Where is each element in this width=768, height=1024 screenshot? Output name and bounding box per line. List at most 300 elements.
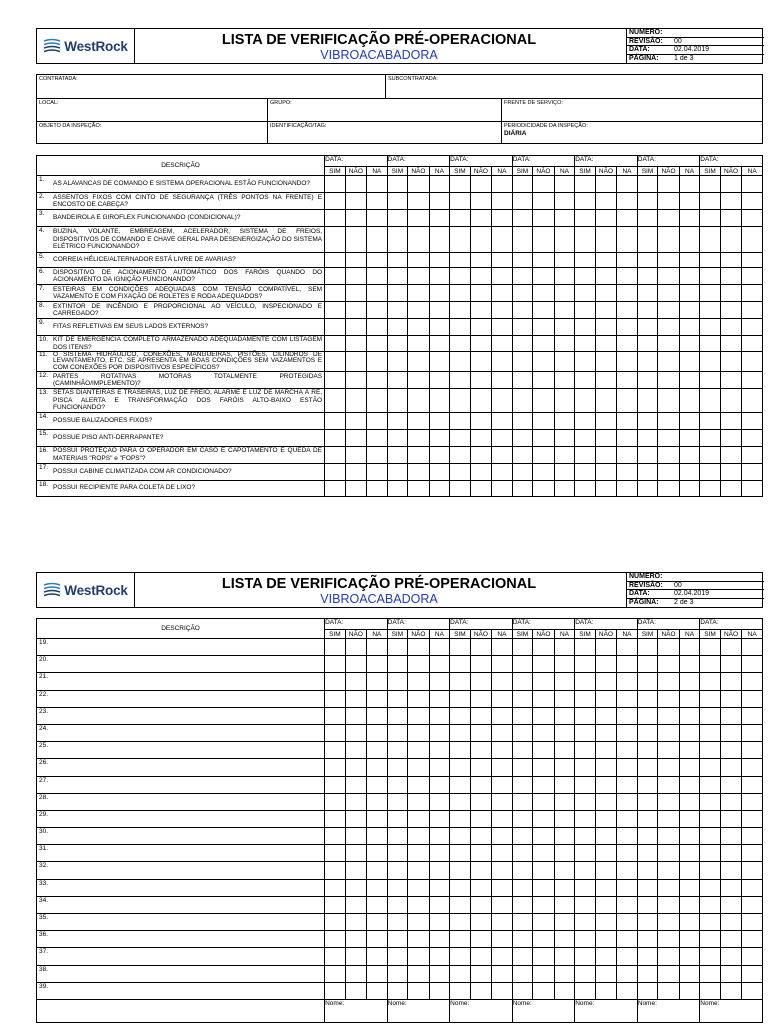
check-cell[interactable] (617, 724, 638, 741)
check-cell[interactable] (470, 690, 492, 707)
check-cell[interactable] (700, 862, 721, 879)
check-cell[interactable] (554, 776, 575, 793)
check-cell[interactable] (367, 828, 388, 845)
check-cell[interactable] (429, 982, 450, 999)
check-cell[interactable] (512, 336, 533, 352)
inspector-name-field[interactable]: Nome: (387, 999, 450, 1022)
check-cell[interactable] (679, 210, 700, 227)
check-cell[interactable] (345, 336, 367, 352)
check-cell[interactable] (617, 793, 638, 810)
check-cell[interactable] (720, 742, 742, 759)
check-cell[interactable] (720, 412, 742, 429)
check-cell[interactable] (637, 690, 658, 707)
check-cell[interactable] (325, 412, 346, 429)
check-cell[interactable] (575, 656, 596, 673)
check-cell[interactable] (450, 227, 471, 253)
check-cell[interactable] (637, 412, 658, 429)
check-cell[interactable] (512, 639, 533, 656)
check-cell[interactable] (387, 446, 408, 463)
check-cell[interactable] (325, 879, 346, 896)
check-cell[interactable] (408, 742, 430, 759)
check-cell[interactable] (720, 193, 742, 210)
check-cell[interactable] (408, 793, 430, 810)
check-cell[interactable] (408, 845, 430, 862)
check-cell[interactable] (575, 982, 596, 999)
check-cell[interactable] (595, 463, 617, 480)
check-cell[interactable] (325, 193, 346, 210)
check-cell[interactable] (429, 965, 450, 982)
check-cell[interactable] (470, 931, 492, 948)
check-cell[interactable] (533, 412, 555, 429)
check-cell[interactable] (387, 639, 408, 656)
check-cell[interactable] (720, 389, 742, 413)
check-cell[interactable] (367, 412, 388, 429)
check-cell[interactable] (512, 446, 533, 463)
check-cell[interactable] (450, 480, 471, 496)
check-cell[interactable] (575, 914, 596, 931)
check-cell[interactable] (720, 253, 742, 268)
check-cell[interactable] (450, 862, 471, 879)
date-column-header[interactable]: DATA: (325, 156, 388, 167)
check-cell[interactable] (700, 210, 721, 227)
check-cell[interactable] (595, 759, 617, 776)
check-cell[interactable] (492, 724, 513, 741)
check-cell[interactable] (492, 914, 513, 931)
check-cell[interactable] (720, 931, 742, 948)
check-cell[interactable] (742, 948, 763, 965)
check-cell[interactable] (367, 759, 388, 776)
check-cell[interactable] (345, 673, 367, 690)
check-cell[interactable] (575, 759, 596, 776)
check-cell[interactable] (554, 656, 575, 673)
check-cell[interactable] (554, 352, 575, 372)
check-cell[interactable] (367, 965, 388, 982)
check-cell[interactable] (679, 879, 700, 896)
check-cell[interactable] (595, 227, 617, 253)
check-cell[interactable] (429, 352, 450, 372)
check-cell[interactable] (679, 336, 700, 352)
check-cell[interactable] (720, 673, 742, 690)
check-cell[interactable] (408, 253, 430, 268)
check-cell[interactable] (408, 210, 430, 227)
check-cell[interactable] (387, 227, 408, 253)
check-cell[interactable] (575, 302, 596, 319)
check-cell[interactable] (554, 759, 575, 776)
check-cell[interactable] (658, 480, 680, 496)
check-cell[interactable] (720, 862, 742, 879)
check-cell[interactable] (512, 948, 533, 965)
check-cell[interactable] (512, 389, 533, 413)
check-cell[interactable] (617, 776, 638, 793)
check-cell[interactable] (367, 776, 388, 793)
check-cell[interactable] (367, 372, 388, 389)
check-cell[interactable] (720, 302, 742, 319)
check-cell[interactable] (387, 372, 408, 389)
check-cell[interactable] (679, 429, 700, 446)
check-cell[interactable] (554, 793, 575, 810)
check-cell[interactable] (429, 690, 450, 707)
check-cell[interactable] (617, 412, 638, 429)
check-cell[interactable] (637, 879, 658, 896)
check-cell[interactable] (679, 352, 700, 372)
frente-servico-field[interactable] (502, 99, 762, 122)
check-cell[interactable] (367, 253, 388, 268)
check-cell[interactable] (345, 845, 367, 862)
check-cell[interactable] (408, 879, 430, 896)
check-cell[interactable] (345, 446, 367, 463)
check-cell[interactable] (679, 931, 700, 948)
check-cell[interactable] (637, 253, 658, 268)
check-cell[interactable] (429, 759, 450, 776)
check-cell[interactable] (575, 336, 596, 352)
check-cell[interactable] (658, 446, 680, 463)
date-column-header[interactable]: DATA: (512, 619, 575, 630)
check-cell[interactable] (408, 776, 430, 793)
check-cell[interactable] (637, 896, 658, 913)
check-cell[interactable] (575, 673, 596, 690)
check-cell[interactable] (387, 828, 408, 845)
inspector-name-field[interactable]: Nome: (637, 999, 700, 1022)
check-cell[interactable] (367, 879, 388, 896)
check-cell[interactable] (679, 914, 700, 931)
check-cell[interactable] (367, 862, 388, 879)
check-cell[interactable] (325, 673, 346, 690)
check-cell[interactable] (408, 862, 430, 879)
check-cell[interactable] (492, 319, 513, 336)
check-cell[interactable] (492, 268, 513, 285)
check-cell[interactable] (492, 742, 513, 759)
check-cell[interactable] (575, 845, 596, 862)
check-cell[interactable] (325, 463, 346, 480)
check-cell[interactable] (575, 828, 596, 845)
check-cell[interactable] (367, 268, 388, 285)
check-cell[interactable] (679, 707, 700, 724)
check-cell[interactable] (637, 227, 658, 253)
check-cell[interactable] (367, 302, 388, 319)
check-cell[interactable] (470, 372, 492, 389)
check-cell[interactable] (595, 845, 617, 862)
check-cell[interactable] (408, 319, 430, 336)
check-cell[interactable] (492, 948, 513, 965)
check-cell[interactable] (658, 896, 680, 913)
check-cell[interactable] (700, 965, 721, 982)
check-cell[interactable] (742, 412, 763, 429)
check-cell[interactable] (700, 742, 721, 759)
check-cell[interactable] (595, 372, 617, 389)
check-cell[interactable] (679, 896, 700, 913)
check-cell[interactable] (554, 412, 575, 429)
check-cell[interactable] (617, 690, 638, 707)
check-cell[interactable] (429, 463, 450, 480)
check-cell[interactable] (429, 227, 450, 253)
check-cell[interactable] (429, 389, 450, 413)
check-cell[interactable] (492, 352, 513, 372)
check-cell[interactable] (617, 463, 638, 480)
check-cell[interactable] (679, 639, 700, 656)
check-cell[interactable] (492, 446, 513, 463)
check-cell[interactable] (658, 352, 680, 372)
check-cell[interactable] (408, 227, 430, 253)
check-cell[interactable] (450, 302, 471, 319)
check-cell[interactable] (637, 776, 658, 793)
check-cell[interactable] (742, 914, 763, 931)
check-cell[interactable] (533, 931, 555, 948)
check-cell[interactable] (720, 480, 742, 496)
check-cell[interactable] (512, 352, 533, 372)
check-cell[interactable] (470, 724, 492, 741)
check-cell[interactable] (387, 776, 408, 793)
check-cell[interactable] (470, 759, 492, 776)
check-cell[interactable] (367, 210, 388, 227)
check-cell[interactable] (637, 862, 658, 879)
check-cell[interactable] (408, 965, 430, 982)
inspector-name-field[interactable]: Nome: (325, 999, 388, 1022)
check-cell[interactable] (450, 412, 471, 429)
check-cell[interactable] (679, 742, 700, 759)
check-cell[interactable] (387, 336, 408, 352)
check-cell[interactable] (470, 389, 492, 413)
check-cell[interactable] (512, 845, 533, 862)
check-cell[interactable] (637, 707, 658, 724)
check-cell[interactable] (325, 639, 346, 656)
check-cell[interactable] (617, 914, 638, 931)
check-cell[interactable] (700, 879, 721, 896)
check-cell[interactable] (492, 776, 513, 793)
check-cell[interactable] (679, 810, 700, 827)
check-cell[interactable] (512, 210, 533, 227)
check-cell[interactable] (492, 793, 513, 810)
check-cell[interactable] (720, 879, 742, 896)
check-cell[interactable] (492, 210, 513, 227)
check-cell[interactable] (720, 948, 742, 965)
check-cell[interactable] (408, 372, 430, 389)
check-cell[interactable] (387, 931, 408, 948)
check-cell[interactable] (637, 176, 658, 193)
check-cell[interactable] (387, 690, 408, 707)
check-cell[interactable] (700, 707, 721, 724)
check-cell[interactable] (492, 879, 513, 896)
check-cell[interactable] (637, 193, 658, 210)
check-cell[interactable] (637, 319, 658, 336)
check-cell[interactable] (325, 302, 346, 319)
check-cell[interactable] (345, 896, 367, 913)
check-cell[interactable] (325, 793, 346, 810)
check-cell[interactable] (512, 793, 533, 810)
check-cell[interactable] (617, 879, 638, 896)
check-cell[interactable] (345, 389, 367, 413)
check-cell[interactable] (575, 793, 596, 810)
check-cell[interactable] (700, 253, 721, 268)
check-cell[interactable] (345, 227, 367, 253)
check-cell[interactable] (325, 948, 346, 965)
check-cell[interactable] (533, 862, 555, 879)
check-cell[interactable] (470, 793, 492, 810)
check-cell[interactable] (345, 948, 367, 965)
check-cell[interactable] (470, 227, 492, 253)
check-cell[interactable] (345, 759, 367, 776)
check-cell[interactable] (512, 914, 533, 931)
subcontratada-field[interactable] (386, 75, 762, 99)
check-cell[interactable] (554, 845, 575, 862)
check-cell[interactable] (387, 896, 408, 913)
check-cell[interactable] (658, 673, 680, 690)
check-cell[interactable] (700, 690, 721, 707)
check-cell[interactable] (595, 253, 617, 268)
check-cell[interactable] (554, 810, 575, 827)
check-cell[interactable] (679, 793, 700, 810)
check-cell[interactable] (679, 412, 700, 429)
check-cell[interactable] (554, 253, 575, 268)
check-cell[interactable] (637, 429, 658, 446)
check-cell[interactable] (658, 253, 680, 268)
check-cell[interactable] (742, 845, 763, 862)
check-cell[interactable] (679, 319, 700, 336)
check-cell[interactable] (408, 193, 430, 210)
check-cell[interactable] (492, 193, 513, 210)
check-cell[interactable] (470, 193, 492, 210)
check-cell[interactable] (742, 268, 763, 285)
check-cell[interactable] (595, 412, 617, 429)
check-cell[interactable] (679, 690, 700, 707)
check-cell[interactable] (720, 463, 742, 480)
check-cell[interactable] (742, 707, 763, 724)
check-cell[interactable] (429, 810, 450, 827)
date-column-header[interactable]: DATA: (387, 619, 450, 630)
check-cell[interactable] (470, 862, 492, 879)
check-cell[interactable] (595, 210, 617, 227)
check-cell[interactable] (325, 724, 346, 741)
check-cell[interactable] (408, 896, 430, 913)
check-cell[interactable] (720, 429, 742, 446)
check-cell[interactable] (554, 285, 575, 302)
check-cell[interactable] (658, 862, 680, 879)
check-cell[interactable] (595, 319, 617, 336)
check-cell[interactable] (575, 639, 596, 656)
check-cell[interactable] (450, 389, 471, 413)
check-cell[interactable] (617, 176, 638, 193)
check-cell[interactable] (595, 389, 617, 413)
check-cell[interactable] (429, 707, 450, 724)
check-cell[interactable] (617, 656, 638, 673)
check-cell[interactable] (575, 268, 596, 285)
check-cell[interactable] (492, 690, 513, 707)
check-cell[interactable] (492, 656, 513, 673)
check-cell[interactable] (387, 879, 408, 896)
check-cell[interactable] (595, 193, 617, 210)
check-cell[interactable] (367, 793, 388, 810)
inspector-name-field[interactable]: Nome: (450, 999, 513, 1022)
check-cell[interactable] (450, 176, 471, 193)
check-cell[interactable] (533, 759, 555, 776)
check-cell[interactable] (325, 429, 346, 446)
check-cell[interactable] (554, 673, 575, 690)
check-cell[interactable] (720, 268, 742, 285)
check-cell[interactable] (742, 193, 763, 210)
check-cell[interactable] (533, 446, 555, 463)
check-cell[interactable] (595, 965, 617, 982)
check-cell[interactable] (554, 336, 575, 352)
check-cell[interactable] (658, 656, 680, 673)
check-cell[interactable] (492, 372, 513, 389)
check-cell[interactable] (700, 193, 721, 210)
check-cell[interactable] (637, 268, 658, 285)
check-cell[interactable] (637, 463, 658, 480)
check-cell[interactable] (325, 268, 346, 285)
check-cell[interactable] (742, 480, 763, 496)
check-cell[interactable] (658, 845, 680, 862)
check-cell[interactable] (512, 896, 533, 913)
check-cell[interactable] (554, 176, 575, 193)
check-cell[interactable] (450, 742, 471, 759)
check-cell[interactable] (408, 412, 430, 429)
check-cell[interactable] (533, 372, 555, 389)
check-cell[interactable] (617, 810, 638, 827)
check-cell[interactable] (450, 656, 471, 673)
check-cell[interactable] (408, 914, 430, 931)
check-cell[interactable] (533, 253, 555, 268)
check-cell[interactable] (575, 227, 596, 253)
check-cell[interactable] (492, 253, 513, 268)
check-cell[interactable] (325, 742, 346, 759)
check-cell[interactable] (679, 253, 700, 268)
check-cell[interactable] (408, 446, 430, 463)
check-cell[interactable] (595, 982, 617, 999)
check-cell[interactable] (658, 776, 680, 793)
check-cell[interactable] (429, 948, 450, 965)
check-cell[interactable] (742, 965, 763, 982)
check-cell[interactable] (554, 389, 575, 413)
check-cell[interactable] (429, 480, 450, 496)
check-cell[interactable] (512, 302, 533, 319)
check-cell[interactable] (742, 828, 763, 845)
check-cell[interactable] (533, 742, 555, 759)
check-cell[interactable] (700, 429, 721, 446)
check-cell[interactable] (742, 776, 763, 793)
check-cell[interactable] (408, 480, 430, 496)
check-cell[interactable] (617, 862, 638, 879)
date-column-header[interactable]: DATA: (512, 156, 575, 167)
check-cell[interactable] (492, 480, 513, 496)
check-cell[interactable] (595, 707, 617, 724)
check-cell[interactable] (617, 639, 638, 656)
check-cell[interactable] (679, 828, 700, 845)
check-cell[interactable] (470, 828, 492, 845)
check-cell[interactable] (325, 446, 346, 463)
check-cell[interactable] (345, 862, 367, 879)
check-cell[interactable] (658, 690, 680, 707)
check-cell[interactable] (367, 656, 388, 673)
check-cell[interactable] (575, 480, 596, 496)
check-cell[interactable] (700, 285, 721, 302)
check-cell[interactable] (492, 862, 513, 879)
check-cell[interactable] (367, 446, 388, 463)
check-cell[interactable] (637, 389, 658, 413)
check-cell[interactable] (408, 352, 430, 372)
check-cell[interactable] (554, 965, 575, 982)
check-cell[interactable] (700, 914, 721, 931)
check-cell[interactable] (512, 268, 533, 285)
check-cell[interactable] (325, 931, 346, 948)
check-cell[interactable] (429, 176, 450, 193)
check-cell[interactable] (575, 707, 596, 724)
check-cell[interactable] (345, 463, 367, 480)
check-cell[interactable] (700, 412, 721, 429)
check-cell[interactable] (429, 336, 450, 352)
check-cell[interactable] (512, 429, 533, 446)
check-cell[interactable] (595, 948, 617, 965)
check-cell[interactable] (345, 193, 367, 210)
check-cell[interactable] (720, 759, 742, 776)
